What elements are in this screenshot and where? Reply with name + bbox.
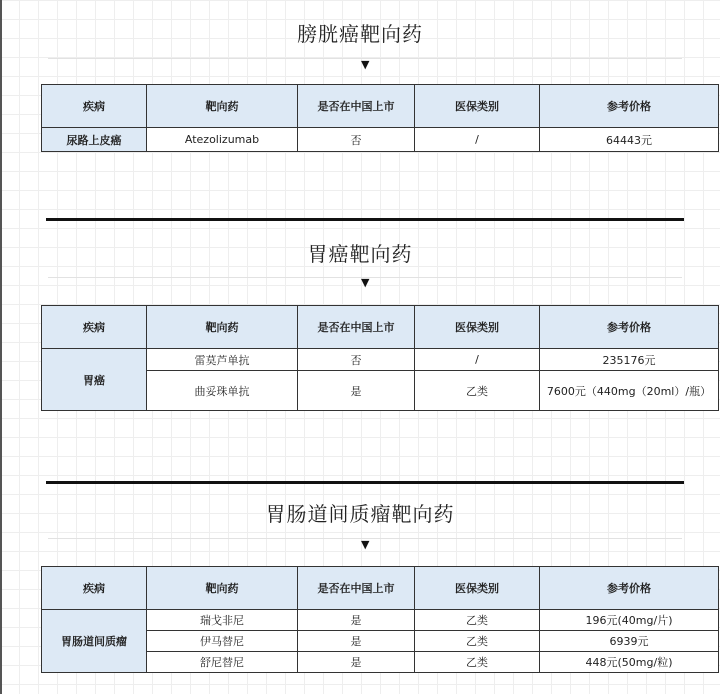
- insurance-cell: 乙类: [415, 610, 540, 631]
- section-separator: [46, 481, 684, 484]
- price-cell: 448元(50mg/粒): [540, 652, 719, 673]
- header-disease: 疾病: [42, 85, 147, 128]
- header-insurance: 医保类别: [415, 567, 540, 610]
- table-row: [42, 349, 719, 371]
- header-listed: 是否在中国上市: [298, 567, 415, 610]
- table-row: [42, 128, 719, 152]
- table-header-row: [42, 306, 719, 349]
- insurance-cell: /: [415, 128, 540, 152]
- listed-cell: 否: [298, 128, 415, 152]
- listed-cell: 是: [298, 652, 415, 673]
- section-title-gist: 胃肠道间质瘤靶向药: [265, 502, 455, 526]
- disease-cell: 胃肠道间质瘤: [42, 610, 147, 673]
- arrow-down-icon: ▼: [361, 58, 370, 71]
- drug-cell: 雷莫芦单抗: [147, 349, 298, 371]
- section-separator: [46, 218, 684, 221]
- price-cell: 6939元: [540, 631, 719, 652]
- header-price: 参考价格: [540, 306, 719, 349]
- section-title-bladder: 膀胱癌靶向药: [297, 22, 423, 46]
- price-cell: 7600元（440mg（20ml）/瓶）: [540, 371, 719, 411]
- header-listed: 是否在中国上市: [298, 85, 415, 128]
- insurance-cell: /: [415, 349, 540, 371]
- section-title-gastric: 胃癌靶向药: [307, 242, 413, 266]
- listed-cell: 是: [298, 631, 415, 652]
- insurance-cell: 乙类: [415, 631, 540, 652]
- table-gastric: [41, 305, 719, 411]
- header-drug: 靶向药: [147, 85, 298, 128]
- insurance-cell: 乙类: [415, 371, 540, 411]
- table-bladder: [41, 84, 719, 152]
- header-insurance: 医保类别: [415, 85, 540, 128]
- header-price: 参考价格: [540, 85, 719, 128]
- price-cell: 235176元: [540, 349, 719, 371]
- header-listed: 是否在中国上市: [298, 306, 415, 349]
- drug-cell: 伊马替尼: [147, 631, 298, 652]
- table-gist: [41, 566, 719, 673]
- arrow-down-icon: ▼: [361, 276, 370, 289]
- header-disease: 疾病: [42, 306, 147, 349]
- drug-cell: 曲妥珠单抗: [147, 371, 298, 411]
- table-header-row: [42, 85, 719, 128]
- listed-cell: 是: [298, 371, 415, 411]
- header-price: 参考价格: [540, 567, 719, 610]
- drug-cell: 舒尼替尼: [147, 652, 298, 673]
- insurance-cell: 乙类: [415, 652, 540, 673]
- header-drug: 靶向药: [147, 567, 298, 610]
- listed-cell: 否: [298, 349, 415, 371]
- table-row: [42, 610, 719, 631]
- header-drug: 靶向药: [147, 306, 298, 349]
- drug-cell: Atezolizumab: [147, 128, 298, 152]
- header-insurance: 医保类别: [415, 306, 540, 349]
- price-cell: 196元(40mg/片): [540, 610, 719, 631]
- listed-cell: 是: [298, 610, 415, 631]
- disease-cell: 胃癌: [42, 349, 147, 411]
- table-header-row: [42, 567, 719, 610]
- left-border: [0, 0, 2, 694]
- drug-cell: 瑞戈非尼: [147, 610, 298, 631]
- header-disease: 疾病: [42, 567, 147, 610]
- disease-cell: 尿路上皮癌: [42, 128, 147, 152]
- price-cell: 64443元: [540, 128, 719, 152]
- arrow-down-icon: ▼: [361, 538, 370, 551]
